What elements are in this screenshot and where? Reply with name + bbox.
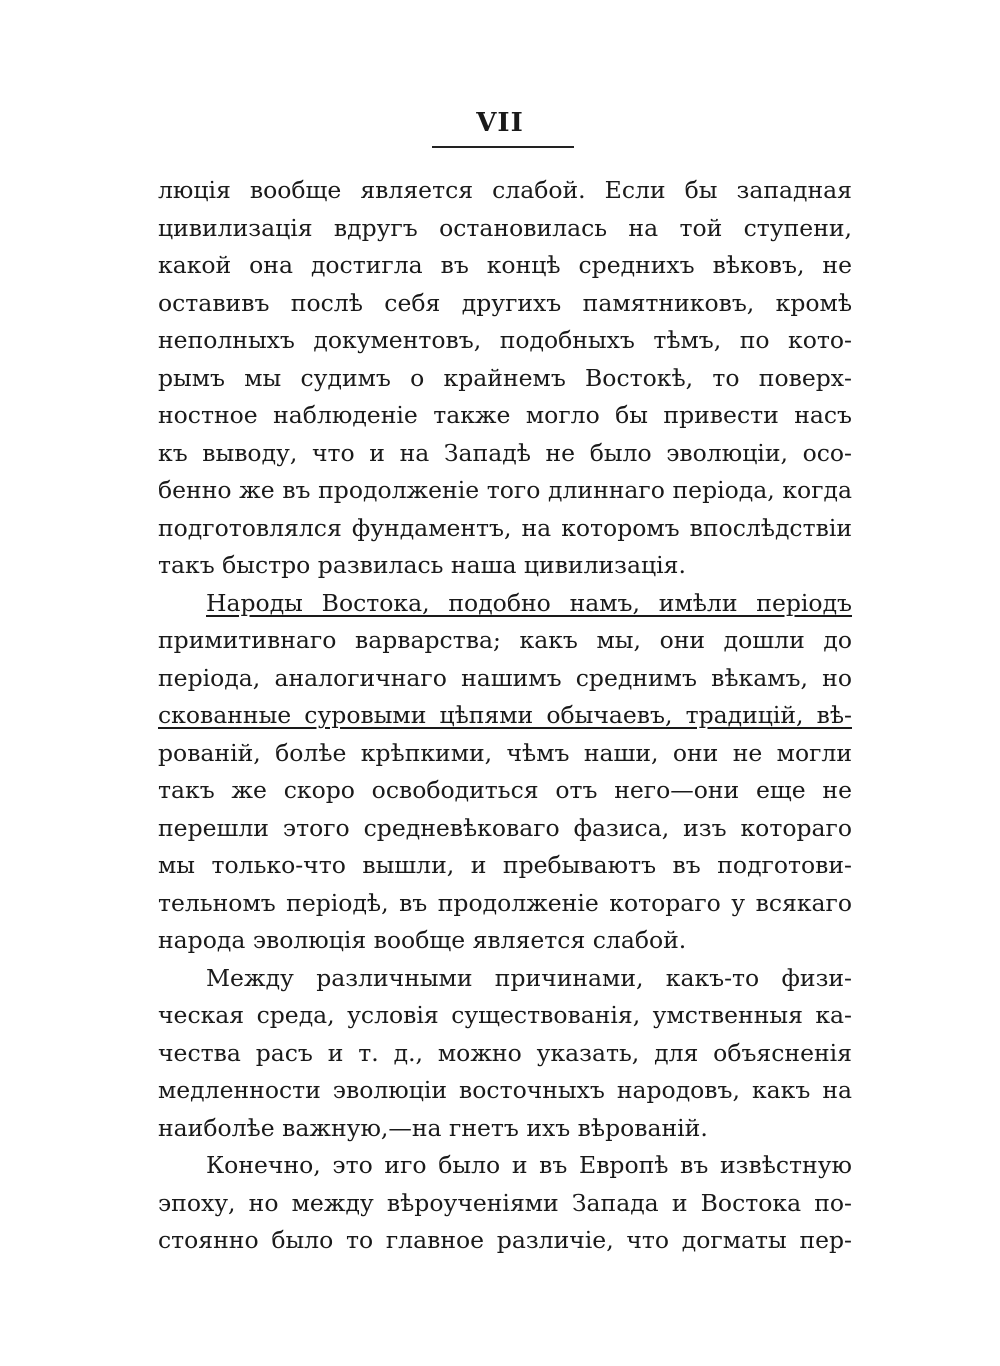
- text-line: рымъ мы судимъ о крайнемъ Востокѣ, то поверх-: [158, 363, 852, 392]
- text-line: цивилизація вдругъ остановилась на той ступени,: [158, 213, 852, 242]
- text-line: тельномъ періодѣ, въ продолженіе котораго у всякаго: [158, 888, 852, 917]
- paragraph: [158, 172, 852, 585]
- text-line: Между различными причинами, какъ-то физи-: [206, 963, 852, 992]
- text-line: стоянно было то главное различіе, что догматы пер-: [158, 1226, 852, 1254]
- text-line: оставивъ послѣ себя другихъ памятниковъ, кромѣ: [158, 288, 852, 317]
- text-line: къ выводу, что и на Западѣ не было эволюціи, осо-: [158, 438, 852, 467]
- text-line: люція вообще является слабой. Если бы западная: [158, 176, 852, 204]
- text-line: эпоху, но между вѣроученіями Запада и Востока по-: [158, 1188, 852, 1217]
- paragraph: [158, 585, 852, 960]
- body-text: [158, 172, 852, 1260]
- page-number: VII: [476, 108, 524, 138]
- text-line: наиболѣе важную,—на гнетъ ихъ вѣрованій.: [158, 1113, 708, 1142]
- text-line: примитивнаго варварства; какъ мы, они дошли до: [158, 626, 852, 654]
- text-line: такъ быстро развилась наша цивилизація.: [158, 551, 686, 579]
- text-line-underlined: Народы Востока, подобно намъ, имѣли періодъ: [206, 588, 852, 617]
- text-line: народа эволюція вообще является слабой.: [158, 926, 687, 954]
- text-line-underlined: скованные суровыми цѣпями обычаевъ, традицій, вѣ-: [158, 701, 852, 729]
- text-line: рованій, болѣе крѣпкими, чѣмъ наши, они не могли: [158, 738, 852, 767]
- text-line: ностное наблюденіе также могло бы привести насъ: [158, 401, 852, 429]
- text-line: неполныхъ документовъ, подобныхъ тѣмъ, по кото-: [158, 326, 852, 354]
- text-line: періода, аналогичнаго нашимъ среднимъ вѣкамъ, но: [158, 663, 852, 692]
- text-line: ческая среда, условія существованія, умственныя ка-: [158, 1001, 852, 1029]
- text-line: перешли этого средневѣковаго фазиса, изъ котораго: [158, 813, 852, 842]
- header-rule: [432, 146, 574, 148]
- text-line: бенно же въ продолженіе того длиннаго періода, когда: [158, 476, 852, 504]
- text-line: Конечно, это иго было и въ Европѣ въ извѣстную: [206, 1151, 852, 1179]
- text-line: мы только-что вышли, и пребываютъ въ подготови-: [158, 851, 852, 879]
- text-line: какой она достигла въ концѣ среднихъ вѣковъ, не: [158, 251, 852, 279]
- text-line: подготовлялся фундаментъ, на которомъ впослѣдствіи: [158, 513, 852, 542]
- text-line: такъ же скоро освободиться отъ него—они еще не: [158, 776, 852, 804]
- paragraph: [158, 960, 852, 1148]
- text-line: медленности эволюціи восточныхъ народовъ, какъ на: [158, 1076, 852, 1104]
- text-line: чества расъ и т. д., можно указать, для объясненія: [158, 1038, 852, 1067]
- paragraph: [158, 1147, 852, 1260]
